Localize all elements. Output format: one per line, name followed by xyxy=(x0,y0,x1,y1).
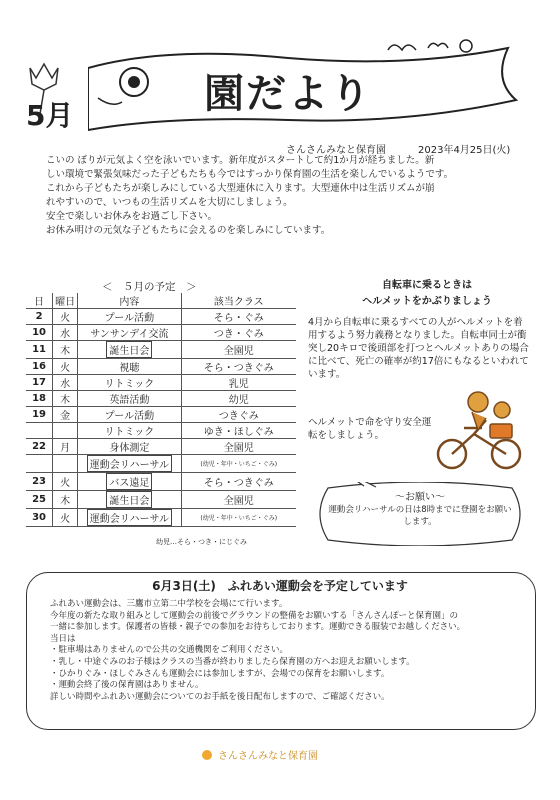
cell-event: 運動会リハーサル xyxy=(87,455,172,472)
col-header-event: 内容 xyxy=(78,293,181,309)
col-header-weekday: 曜日 xyxy=(53,293,78,309)
cell-day: 11 xyxy=(26,341,53,359)
cell-class: 全園児 xyxy=(181,439,296,455)
helmet-title-line: ヘルメットをかぶりましょう xyxy=(362,296,492,307)
cell-class: 全園児 xyxy=(181,491,296,509)
cell-class: そら・ぐみ xyxy=(181,309,296,325)
event-line: ふれあい運動会は、三鷹市立第二中学校を会場にて行います。 xyxy=(50,599,288,609)
issue-date: 2023年4月25日(火) xyxy=(418,145,511,156)
cell-class: そら・つきぐみ xyxy=(181,473,296,491)
cell-weekday: 木 xyxy=(53,391,78,407)
cell-event: リトミック xyxy=(78,375,181,391)
cell-weekday: 木 xyxy=(53,491,78,509)
organization-name: さんさんみなと保育園 xyxy=(286,145,386,156)
table-row xyxy=(26,439,296,455)
table-row xyxy=(26,325,296,341)
intro-line: これから子どもたちが楽しみにしている大型連休に入ります。大型連休中は生活リズムが崩 xyxy=(46,183,435,194)
cell-day: 25 xyxy=(26,491,53,509)
cell-event: プール活動 xyxy=(78,309,181,325)
cell-class: つきぐみ xyxy=(181,407,296,423)
cell-class: そら・つきぐみ xyxy=(181,359,296,375)
cell-day xyxy=(26,455,53,473)
table-row xyxy=(26,423,296,439)
cell-event: バス遠足 xyxy=(106,473,152,490)
cell-weekday: 木 xyxy=(53,341,78,359)
table-row xyxy=(26,309,296,325)
event-line: 今年度の新たな取り組みとして運動会の前後でグラウンドの整備をお願いする「さんさんぽーと保育園」の xyxy=(50,610,459,621)
event-line: 詳しい時間やふれあい運動会についてのお手紙を後日配布しますので、ご確認ください。 xyxy=(50,691,390,702)
col-header-day: 日 xyxy=(26,293,53,309)
cell-weekday: 金 xyxy=(53,407,78,423)
cell-weekday: 火 xyxy=(53,473,78,491)
cell-class: ゆき・ほしぐみ xyxy=(181,423,296,439)
cell-day: 18 xyxy=(26,391,53,407)
schedule-title: ＜ ５月の予定 ＞ xyxy=(102,281,197,293)
cell-class: 乳児 xyxy=(181,375,296,391)
page-title: 園だより xyxy=(204,71,372,117)
schedule-table xyxy=(26,293,296,527)
table-row xyxy=(26,473,296,491)
cell-event: 運動会リハーサル xyxy=(87,509,172,526)
cell-weekday: 火 xyxy=(53,309,78,325)
helmet-notice-text: 4月から自転車に乗るすべての人がヘルメットを着用するよう努力義務となりました。自転車同士が衝突し20キロで後頭部を打つとヘルメットありの場合に比べて、死亡の確率が約17倍にもなるといわれています。 xyxy=(308,317,529,380)
cell-day: 22 xyxy=(26,439,53,455)
intro-line: こいの ぼりが元気よく空を泳いでいます。新年度がスタートして約1か月が経ちました。新 xyxy=(46,155,435,166)
sun-logo-icon xyxy=(200,748,214,762)
table-row xyxy=(26,341,296,359)
cell-weekday: 水 xyxy=(53,325,78,341)
intro-text xyxy=(46,154,520,238)
event-line: 一緒に参加します。保護者の皆様・親子での参加をお待ちしております。運動できる服装でお越しください。 xyxy=(50,622,466,633)
col-header-class: 該当クラス xyxy=(181,293,296,309)
cell-event: リトミック xyxy=(78,423,181,439)
footer-organization: さんさんみなと保育園 xyxy=(218,751,318,762)
cell-weekday: 水 xyxy=(53,375,78,391)
cell-event: 視聴 xyxy=(78,359,181,375)
schedule-footnote: 幼児…そら・つき・にじぐみ xyxy=(156,538,247,546)
cell-class: 全園児 xyxy=(181,341,296,359)
event-line: ・乳し・中途ぐみのお子様はクラスの当番が終わりましたら保育園の方へお迎えお願いします。 xyxy=(50,656,415,667)
intro-line: 安全で楽しいお休みをお過ごし下さい。 xyxy=(46,211,218,222)
cell-class: 幼児 xyxy=(181,391,296,407)
cell-day: 19 xyxy=(26,407,53,423)
cell-class: (幼児・年中・いちご・ぐみ) xyxy=(181,509,296,527)
sports-day-title: 6月3日(土) ふれあい運動会を予定しています xyxy=(152,579,408,593)
cell-event: 誕生日会 xyxy=(106,341,152,358)
cell-day: 2 xyxy=(26,309,53,325)
bicycle-illustration-icon xyxy=(434,384,526,476)
cell-day: 10 xyxy=(26,325,53,341)
cell-event: 身体測定 xyxy=(78,439,181,455)
bubble-heading: ～お願い～ xyxy=(395,492,445,503)
intro-line: しい環境で緊張気味だった子どもたちも今ではすっかり保育園の生活を楽しんでいるようです。 xyxy=(46,169,454,180)
cell-day xyxy=(26,423,53,439)
table-row xyxy=(26,491,296,509)
table-row xyxy=(26,509,296,527)
month-label: 5月 xyxy=(26,99,74,132)
helmet-safety-text: ヘルメットで命を守り安全運転をしましょう。 xyxy=(308,417,432,441)
cell-class: (幼児・年中・いちご・ぐみ) xyxy=(181,455,296,473)
cell-event: 誕生日会 xyxy=(106,491,152,508)
cell-event: 英語活動 xyxy=(78,391,181,407)
cell-weekday: 火 xyxy=(53,509,78,527)
bubble-text: 運動会リハーサルの日は8時までに登園をお願いします。 xyxy=(328,505,512,527)
helmet-title-line: 自転車に乗るときは xyxy=(382,280,472,291)
cell-day: 23 xyxy=(26,473,53,491)
cell-day: 17 xyxy=(26,375,53,391)
event-line: ・ひかりぐみ・ほしぐみさんも運動会には参加しますが、会場での保育をお願いします。 xyxy=(50,668,390,679)
table-row xyxy=(26,359,296,375)
helmet-notice-title xyxy=(352,278,502,310)
cell-day: 16 xyxy=(26,359,53,375)
cell-weekday: 火 xyxy=(53,359,78,375)
intro-line: お休み明けの元気な子どもたちに会えるのを楽しみにしています。 xyxy=(46,225,331,236)
table-row xyxy=(26,375,296,391)
cell-day: 30 xyxy=(26,509,53,527)
table-row xyxy=(26,455,296,473)
cell-weekday: 月 xyxy=(53,439,78,455)
cell-weekday xyxy=(53,423,78,439)
cell-class: つき・ぐみ xyxy=(181,325,296,341)
intro-line: れやすいので、いつもの生活リズムを大切にしましょう。 xyxy=(46,197,293,208)
cell-event: プール活動 xyxy=(78,407,181,423)
table-row xyxy=(26,407,296,423)
event-line: ・運動会終了後の保育園はありません。 xyxy=(50,680,204,691)
table-row xyxy=(26,391,296,407)
event-line: 当日は xyxy=(50,633,76,644)
cell-weekday xyxy=(53,455,78,473)
cell-event: サンサンデイ交流 xyxy=(78,325,181,341)
event-line: ・駐車場はありませんので公共の交通機関をご利用ください。 xyxy=(50,645,289,656)
sports-day-text xyxy=(50,599,524,703)
